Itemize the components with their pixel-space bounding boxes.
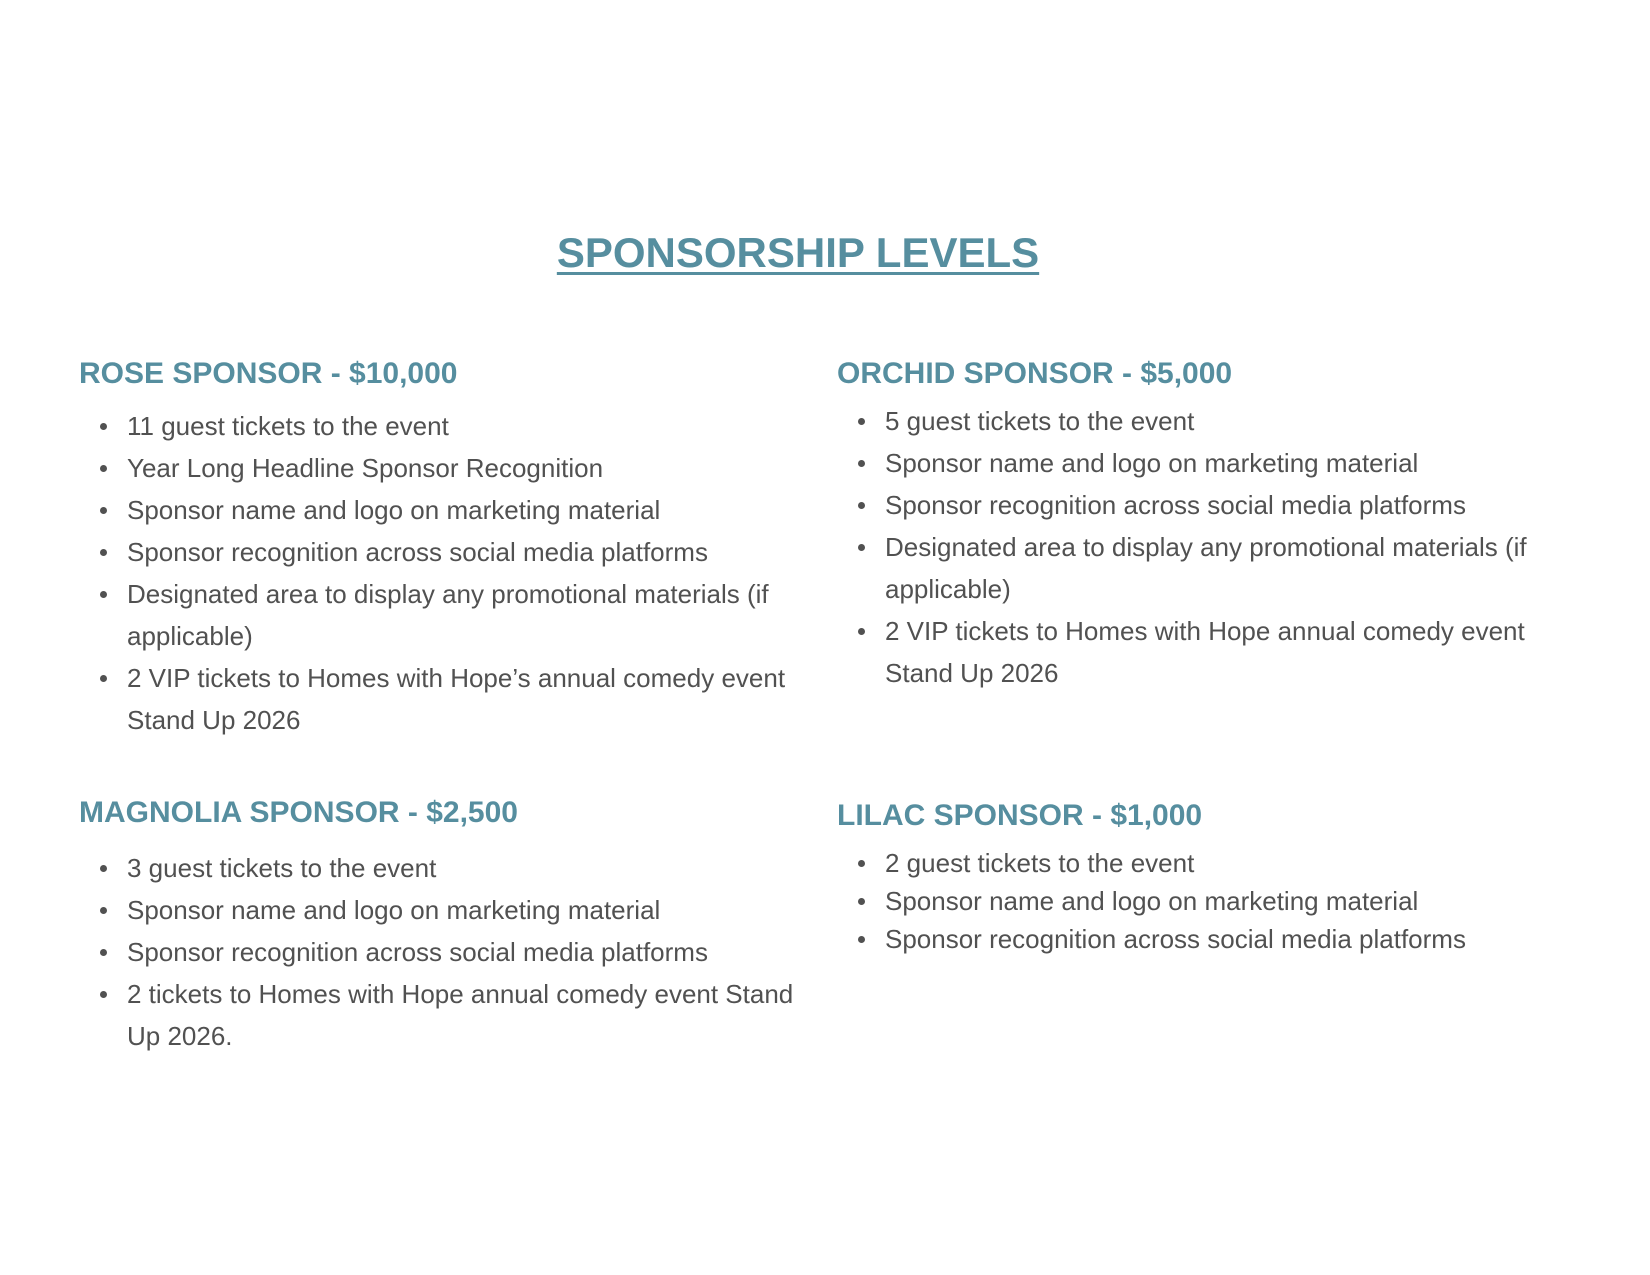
list-item: Sponsor recognition across social media platforms	[127, 531, 799, 573]
list-item: 2 VIP tickets to Homes with Hope’s annual comedy event Stand Up 2026	[127, 657, 799, 741]
list-item: 2 VIP tickets to Homes with Hope annual comedy event Stand Up 2026	[885, 610, 1557, 694]
orchid-sponsor-section	[837, 356, 1557, 694]
list-item: Year Long Headline Sponsor Recognition	[127, 447, 799, 489]
list-item: 3 guest tickets to the event	[127, 847, 799, 889]
benefit-list	[837, 844, 1557, 958]
list-item: Sponsor recognition across social media platforms	[885, 920, 1557, 958]
magnolia-sponsor-section	[79, 795, 799, 1057]
list-item: Sponsor name and logo on marketing material	[885, 442, 1557, 484]
tier-heading: ROSE SPONSOR - $10,000	[79, 357, 458, 390]
list-item: Sponsor name and logo on marketing material	[885, 882, 1557, 920]
list-item: Designated area to display any promotional materials (if applicable)	[127, 573, 799, 657]
tier-heading: LILAC SPONSOR - $1,000	[837, 799, 1203, 832]
lilac-sponsor-section	[837, 798, 1557, 958]
list-item: Sponsor recognition across social media platforms	[885, 484, 1557, 526]
list-item: 11 guest tickets to the event	[127, 405, 799, 447]
rose-sponsor-section	[79, 356, 799, 741]
page-title: SPONSORSHIP LEVELS	[556, 229, 1040, 276]
tier-heading: ORCHID SPONSOR - $5,000	[837, 357, 1233, 390]
list-item: Sponsor name and logo on marketing material	[127, 889, 799, 931]
list-item: 5 guest tickets to the event	[885, 400, 1557, 442]
tier-heading: MAGNOLIA SPONSOR - $2,500	[79, 796, 518, 829]
benefit-list	[837, 400, 1557, 694]
list-item: Designated area to display any promotional materials (if applicable)	[885, 526, 1557, 610]
list-item: Sponsor recognition across social media platforms	[127, 931, 799, 973]
benefit-list	[79, 847, 799, 1057]
list-item: Sponsor name and logo on marketing material	[127, 489, 799, 531]
benefit-list	[79, 405, 799, 741]
list-item: 2 guest tickets to the event	[885, 844, 1557, 882]
list-item: 2 tickets to Homes with Hope annual comedy event Stand Up 2026.	[127, 973, 799, 1057]
